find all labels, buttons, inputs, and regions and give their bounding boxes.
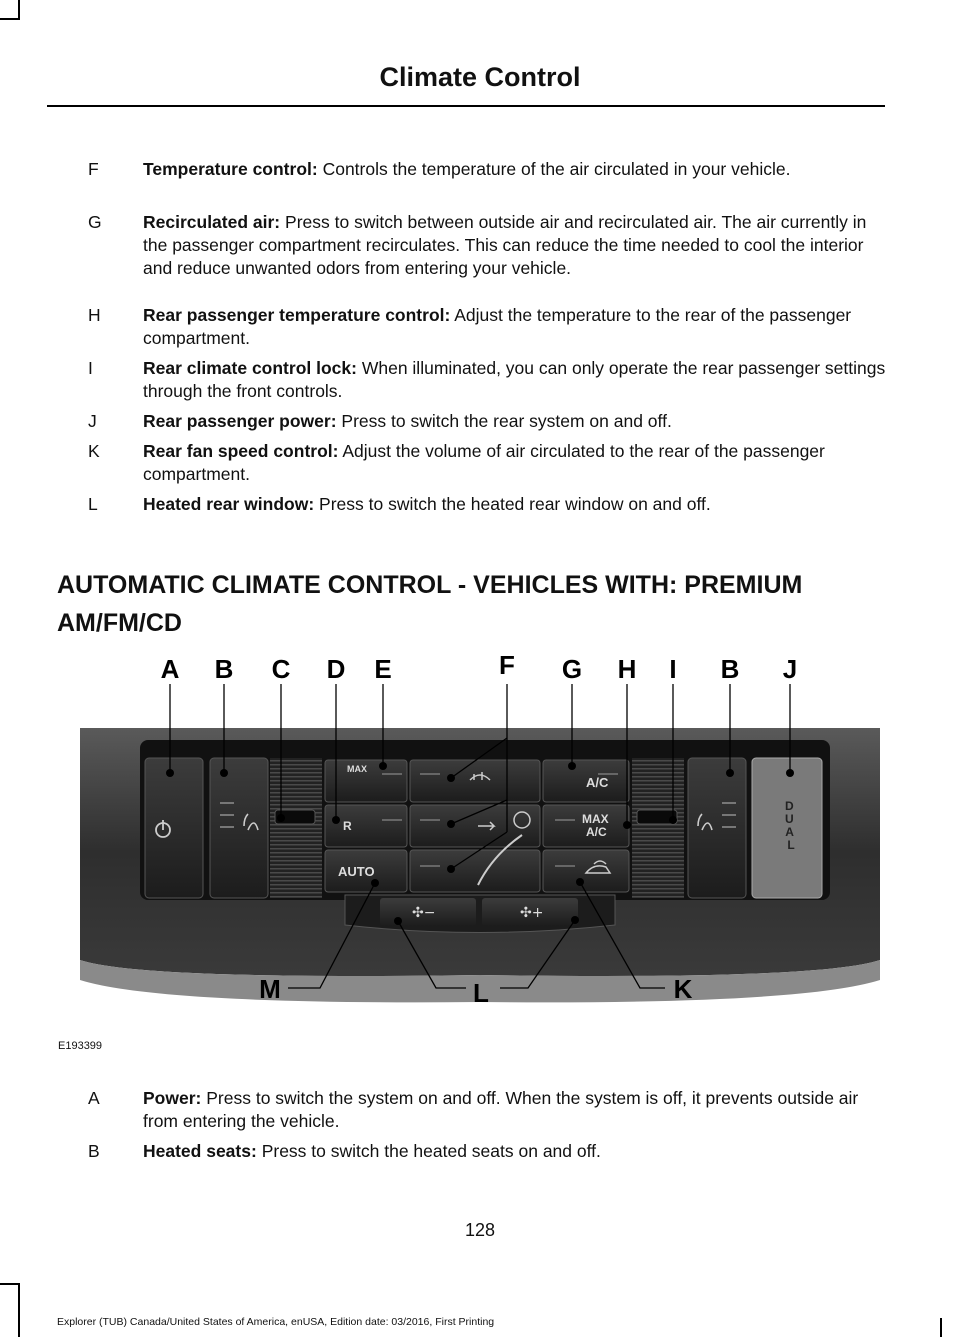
rear-defrost-label: R bbox=[343, 819, 352, 833]
entry-letter: K bbox=[88, 441, 100, 461]
dual-letter: U bbox=[784, 812, 794, 826]
entry-text: Press to switch between outside air and recirculated air. The air currently in the passenger compartment recirculates. This can reduce the time needed to cool the interior and reduce unwanted odors from entering your vehicle. bbox=[143, 212, 867, 278]
entry-term: Rear passenger temperature control: bbox=[143, 305, 451, 325]
fan-down-icon: ✣− bbox=[412, 905, 436, 921]
seat-indicator bbox=[220, 814, 234, 816]
legend-entry-i bbox=[88, 357, 888, 403]
legend-entry-l bbox=[88, 493, 888, 516]
crop-mark bbox=[18, 1285, 20, 1337]
callout-l: L bbox=[473, 978, 489, 1008]
legend-entry-a bbox=[88, 1087, 888, 1133]
entry-term: Rear fan speed control: bbox=[143, 441, 339, 461]
max-ac-line: A/C bbox=[586, 825, 607, 839]
entry-term: Recirculated air: bbox=[143, 212, 281, 232]
callout-g: G bbox=[561, 654, 583, 684]
seat-indicator bbox=[220, 826, 234, 828]
callout-b: B bbox=[214, 654, 234, 684]
rear-defrost-button bbox=[325, 805, 407, 847]
legend-entry-b bbox=[88, 1140, 888, 1163]
legend-entry-k bbox=[88, 440, 888, 486]
callout-a: A bbox=[160, 654, 180, 684]
entry-term: Heated seats: bbox=[143, 1141, 257, 1161]
seat-indicator bbox=[722, 814, 736, 816]
heated-seat-right-button bbox=[688, 758, 746, 898]
callout-b-right: B bbox=[720, 654, 740, 684]
entry-text: Adjust the volume of air circulated to the rear of the passenger compartment. bbox=[143, 441, 825, 484]
panel-vent-button bbox=[410, 805, 540, 847]
callout-d: D bbox=[326, 654, 346, 684]
entry-term: Temperature control: bbox=[143, 159, 318, 179]
recirculate-button bbox=[543, 850, 629, 892]
climate-panel-figure bbox=[0, 640, 960, 1060]
heated-seat-left-button bbox=[210, 758, 268, 898]
entry-letter: H bbox=[88, 305, 101, 325]
entry-text: Adjust the temperature to the rear of the passenger compartment. bbox=[143, 305, 852, 348]
entry-letter: F bbox=[88, 159, 99, 179]
front-defrost-button bbox=[410, 760, 540, 802]
center-buttons bbox=[325, 760, 629, 933]
entry-text: Press to switch the system on and off. When the system is off, it prevents outside air from entering the vehicle. bbox=[143, 1088, 859, 1131]
entry-letter: B bbox=[88, 1141, 100, 1161]
entry-term: Rear climate control lock: bbox=[143, 358, 357, 378]
entry-term: Power: bbox=[143, 1088, 202, 1108]
legend-entry-h bbox=[88, 304, 888, 350]
entry-text: Controls the temperature of the air circulated in your vehicle. bbox=[322, 159, 791, 179]
callout-j: J bbox=[782, 654, 798, 684]
section-heading: AUTOMATIC CLIMATE CONTROL - VEHICLES WITH: PREMIUM AM/FM/CD bbox=[57, 571, 803, 637]
fan-up-icon: ✣+ bbox=[520, 905, 544, 921]
auto-label: AUTO bbox=[338, 864, 375, 879]
edition-footer: Explorer (TUB) Canada/United States of America, enUSA, Edition date: 03/2016, First Printing bbox=[57, 1316, 495, 1328]
page-number: 128 bbox=[464, 1220, 496, 1240]
entry-letter: A bbox=[88, 1088, 100, 1108]
crop-mark bbox=[0, 1283, 20, 1285]
dual-letter: L bbox=[787, 838, 795, 852]
callout-f: F bbox=[499, 650, 515, 680]
entry-text: Press to switch the heated rear window on and off. bbox=[319, 494, 711, 514]
seat-indicator bbox=[722, 802, 736, 804]
entry-letter: I bbox=[88, 358, 93, 378]
entry-letter: L bbox=[88, 494, 98, 514]
max-ac-line: MAX bbox=[582, 812, 609, 826]
callout-e: E bbox=[374, 654, 392, 684]
entry-text: When illuminated, you can only operate the rear passenger settings through the front controls. bbox=[143, 358, 886, 401]
callout-i: I bbox=[669, 654, 677, 684]
callout-m: M bbox=[259, 974, 281, 1004]
legend-entry-f bbox=[88, 158, 888, 181]
max-defrost-label: MAX bbox=[347, 764, 367, 774]
page-title: Climate Control bbox=[379, 62, 581, 92]
entry-text: Press to switch the rear system on and off. bbox=[341, 411, 672, 431]
entry-term: Rear passenger power: bbox=[143, 411, 337, 431]
crop-mark bbox=[0, 18, 20, 20]
callout-k: K bbox=[673, 974, 693, 1004]
seat-indicator bbox=[220, 802, 234, 804]
legend-entry-j bbox=[88, 410, 888, 433]
entry-letter: G bbox=[88, 212, 102, 232]
callout-h: H bbox=[617, 654, 637, 684]
dual-letter: A bbox=[785, 825, 794, 839]
crop-mark bbox=[940, 1318, 942, 1337]
passenger-temp-knob bbox=[632, 758, 684, 898]
floor-vent-button bbox=[410, 850, 540, 892]
legend-entry-g bbox=[88, 211, 888, 280]
entry-term: Heated rear window: bbox=[143, 494, 315, 514]
entry-text: Press to switch the heated seats on and off. bbox=[261, 1141, 601, 1161]
crop-mark bbox=[18, 0, 20, 20]
figure-id: E193399 bbox=[58, 1040, 103, 1052]
ac-label: A/C bbox=[586, 775, 609, 790]
driver-temp-knob bbox=[270, 758, 322, 898]
dual-letter: D bbox=[784, 799, 794, 813]
seat-indicator bbox=[722, 826, 736, 828]
power-button bbox=[145, 758, 203, 898]
header-rule bbox=[47, 105, 885, 107]
callout-c: C bbox=[271, 654, 291, 684]
entry-letter: J bbox=[88, 411, 97, 431]
